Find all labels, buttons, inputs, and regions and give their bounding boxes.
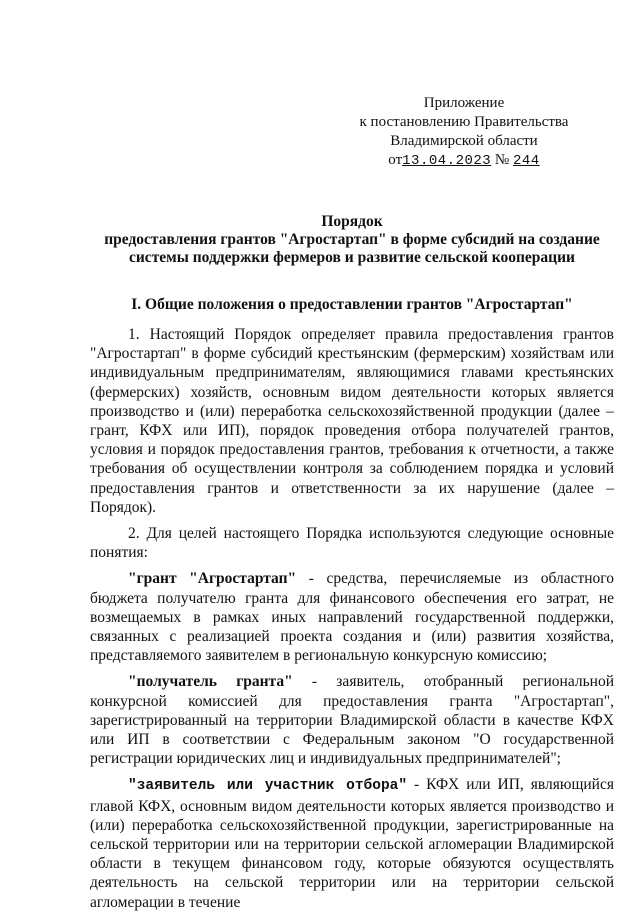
title-line-3: системы поддержки фермеров и развитие сельской кооперации (129, 249, 575, 266)
number-prefix: № (494, 152, 510, 168)
term-applicant-definition: - КФХ или ИП, являющийся главой КФХ, основным видом деятельности которых является производство и (или) переработка сельскохозяйственной продукции, зарегистрированные на сельской территории или на территории сельской агломерации Владимирской области в текущем финансовом году, которые обязуются осуществлять деятельность на сельской территории или на территории сельской агломерации в течение (90, 776, 614, 911)
appendix-label: Приложение (423, 95, 505, 111)
term-recipient: "получатель гранта" (128, 673, 293, 691)
term-grant-definition: - средства, перечисляемые из областного бюджета получателю гранта для финансового обеспечения его затрат, не возмещаемых в рамках иных направлений государственной поддержки, связанных с реализацией проекта создания и (или) развития хозяйства, представляемого заявителем в региональную конкурсную комиссию; (90, 570, 615, 665)
appendix-block (334, 94, 594, 171)
date-prefix: от (388, 152, 403, 168)
document-body (90, 325, 614, 919)
appendix-decree: к постановлению Правительства (359, 114, 569, 130)
appendix-region: Владимирской области (390, 133, 538, 149)
decree-date: 13.04.2023 (402, 153, 492, 169)
term-recipient-definition: - заявитель, отобранный региональной конкурсной комиссией для предоставления гранта "Агростартап", зарегистрированный на территории Владимирской области в качестве КФХ или ИП в соответствии с Федеральным законом "О государственной регистрации юридических лиц и индивидуальных предпринимателей"; (90, 673, 614, 768)
appendix-date-line (334, 151, 594, 171)
section-heading: I. Общие положения о предоставлении грантов "Агростартап" (131, 296, 573, 313)
term-grant: "грант "Агростартап" (128, 570, 297, 588)
title-line-2: предоставления грантов "Агростартап" в форме субсидий на создание (104, 231, 600, 248)
term-applicant: "заявитель или участник отбора" (128, 778, 408, 795)
paragraph-3 (90, 569, 614, 665)
decree-number: 244 (512, 153, 540, 169)
paragraph-5 (90, 775, 614, 911)
document-title (90, 213, 614, 267)
paragraph-4 (90, 672, 614, 768)
paragraph-1: 1. Настоящий Порядок определяет правила предоставления грантов "Агростартап" в форме субсидий крестьянским (фермерским) хозяйствам или индивидуальным предпринимателям, являющимися главами крестьянских (фермерских) хозяйств, основным видом деятельности которых является производство и (или) переработка сельскохозяйственной продукции (далее – грант, КФХ или ИП), порядок проведения отбора получателей грантов, условия и порядок предоставления грантов, требования к отчетности, а также требования об осуществлении контроля за соблюдением порядка и условий предоставления грантов и ответственности за их нарушение (далее – Порядок). (90, 326, 614, 516)
title-line-1: Порядок (321, 213, 383, 230)
paragraph-2: 2. Для целей настоящего Порядка используются следующие основные понятия: (90, 525, 614, 562)
